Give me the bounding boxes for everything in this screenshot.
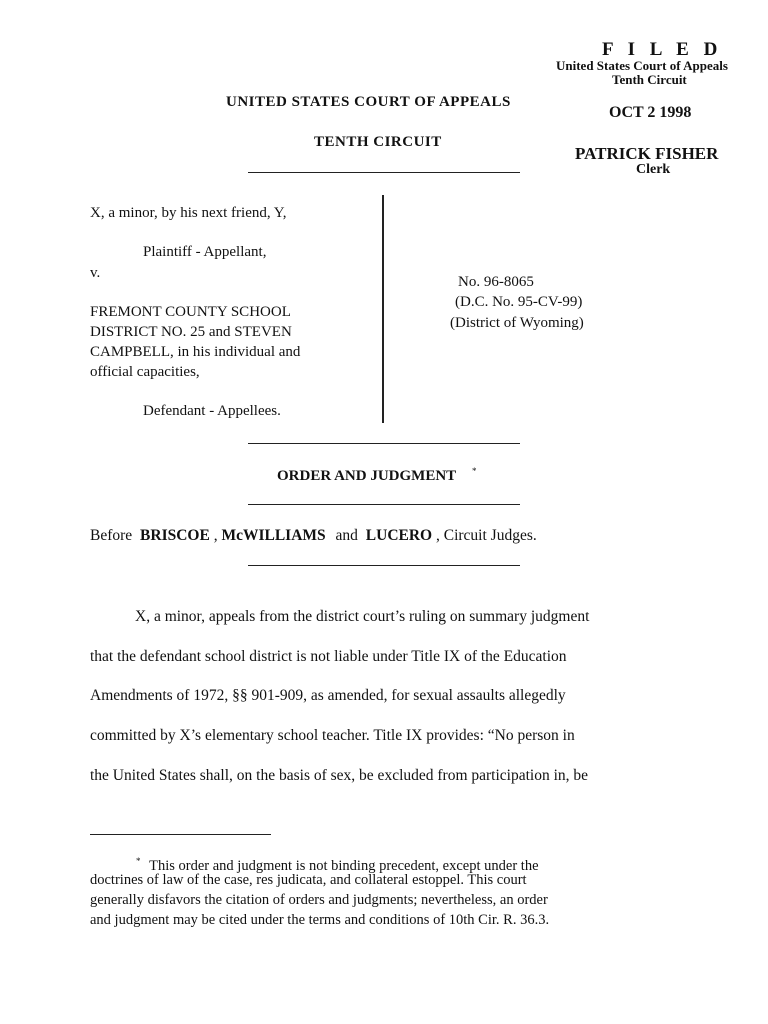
judge-mcwilliams: McWILLIAMS [221,527,326,544]
circuit-name: TENTH CIRCUIT [314,134,442,150]
plaintiff-name: X, a minor, by his next friend, Y, [90,205,287,221]
stamp-clerk-name: PATRICK FISHER [575,144,719,163]
body-line: Amendments of 1972, §§ 901-909, as amended, for sexual assaults allegedly [90,687,566,704]
order-title-row [277,466,476,485]
stamp-court: United States Court of Appeals [556,58,728,73]
defendant-line: official capacities, [90,364,200,380]
judges-divider [248,565,520,566]
defendant-line: CAMPBELL, in his individual and [90,344,301,360]
body-line: X, a minor, appeals from the district court’s ruling on summary judgment [135,608,590,625]
caption-divider-bottom [248,443,520,444]
versus: v. [90,265,101,281]
header-divider [248,172,520,173]
caption-divider [382,195,384,423]
case-number: No. 96-8065 [458,274,534,290]
plaintiff-role: Plaintiff - Appellant, [143,244,267,260]
before-label: Before [90,527,133,544]
order-footnote-marker: * [471,466,477,476]
court-name: UNITED STATES COURT OF APPEALS [226,94,511,110]
judge-lucero: LUCERO [365,527,433,544]
footnote-text: doctrines of law of the case, res judicata, and collateral estoppel. This court [90,872,527,888]
footnote-text: generally disfavors the citation of orders and judgments; nevertheless, an order [90,892,548,908]
circuit-judges-label: , Circuit Judges. [432,527,537,544]
footnote-marker: * [136,856,141,866]
and-label: and [335,527,358,544]
footnote-text: This order and judgment is not binding precedent, except under the [149,857,539,874]
defendant-line: FREMONT COUNTY SCHOOL [90,304,291,320]
footnote-text: and judgment may be cited under the terms and conditions of 10th Cir. R. 36.3. [90,912,550,928]
order-title: ORDER AND JUDGMENT [277,468,457,484]
body-line: that the defendant school district is not liable under Title IX of the Education [90,648,567,665]
judge-separator: , [209,527,218,544]
defendant-role: Defendant - Appellees. [143,403,281,419]
footnote-rule [90,834,271,835]
title-divider [248,504,520,505]
body-line: the United States shall, on the basis of sex, be excluded from participation in, be [90,767,589,784]
stamp-date: OCT 2 1998 [609,104,692,121]
stamp-clerk-title: Clerk [636,162,671,177]
dc-number: (D.C. No. 95-CV-99) [455,294,583,310]
filed-label: F I L E D [602,39,723,60]
district-name: (District of Wyoming) [450,315,584,331]
panel-line [90,527,537,545]
body-line: committed by X’s elementary school teacher. Title IX provides: “No person in [90,727,575,744]
defendant-line: DISTRICT NO. 25 and STEVEN [90,324,292,340]
judge-briscoe: BRISCOE [140,527,210,544]
stamp-circuit: Tenth Circuit [612,72,687,87]
